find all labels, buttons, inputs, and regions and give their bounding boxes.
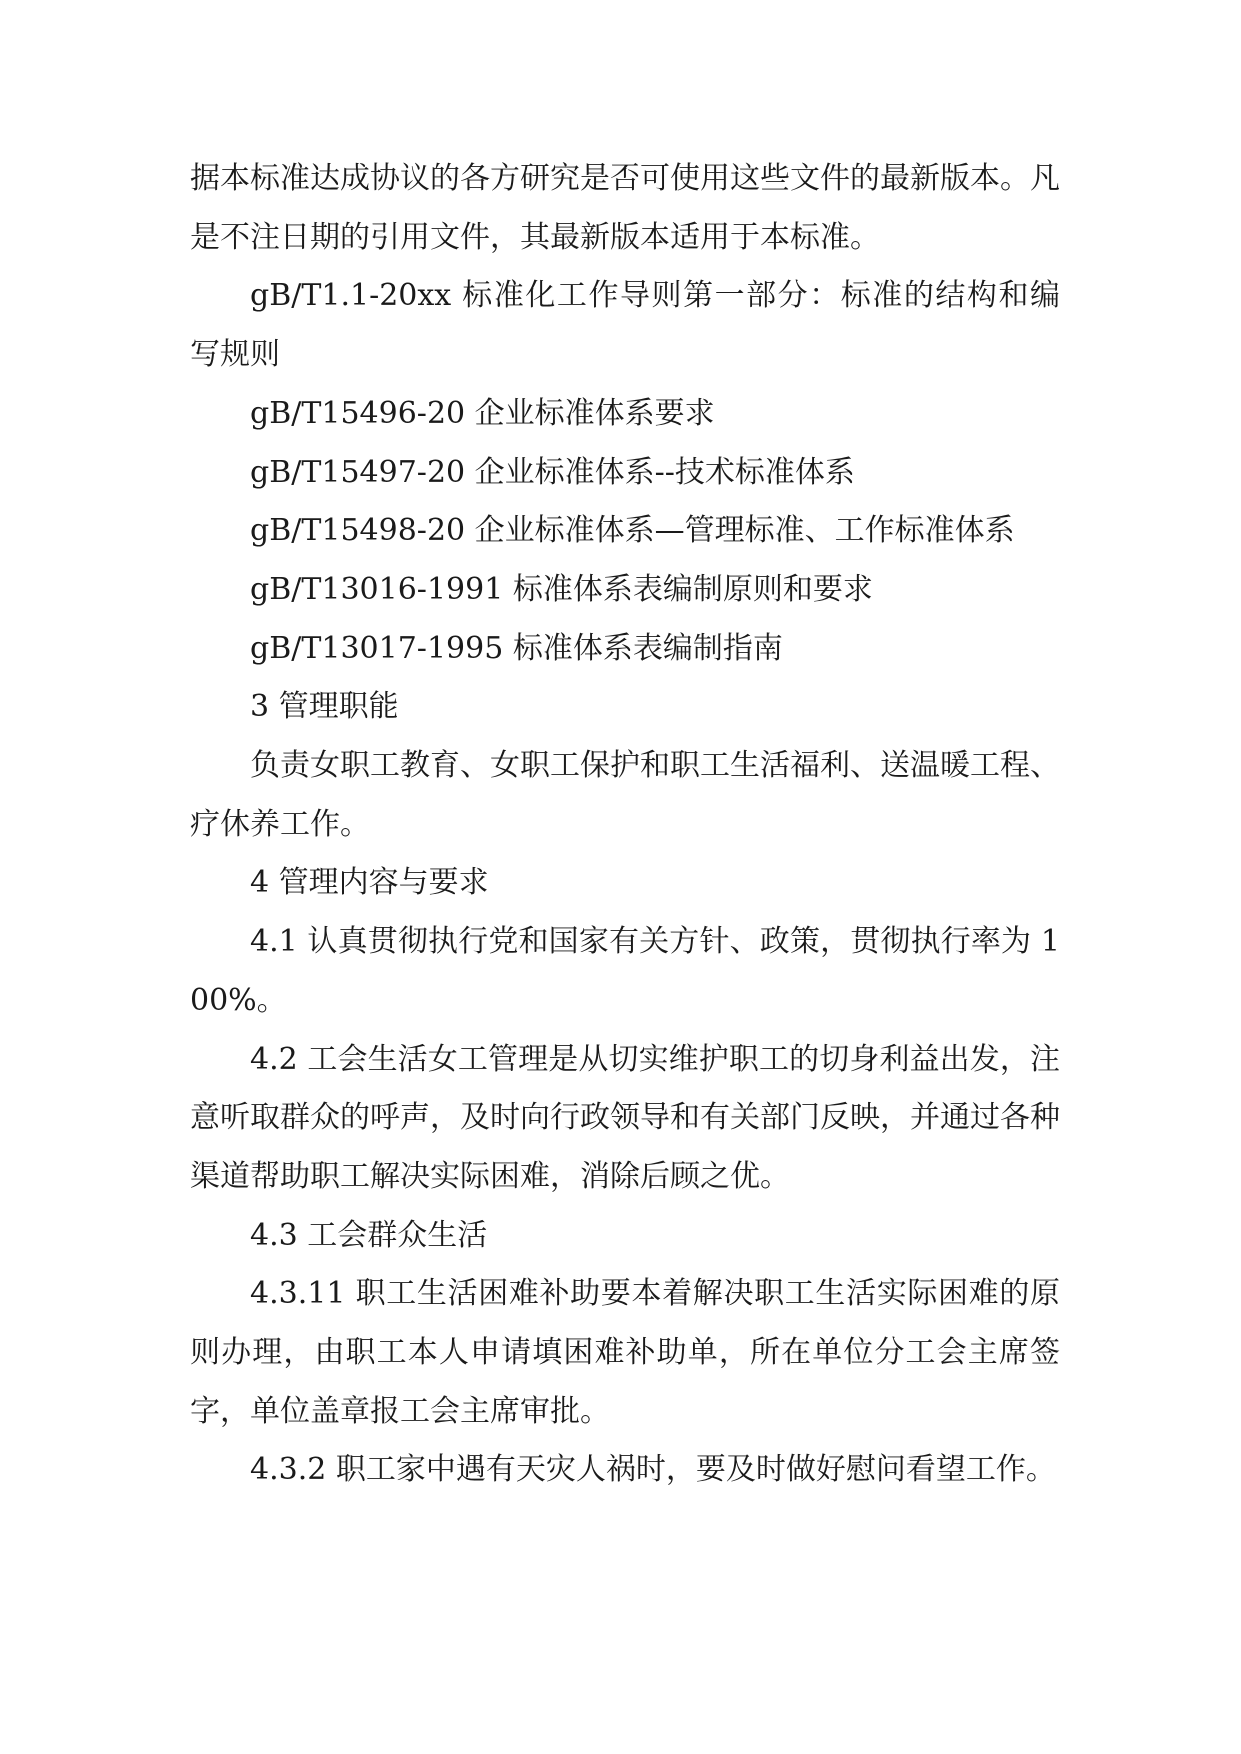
- reference-gbt15497: gB/T15497-20 企业标准体系--技术标准体系: [250, 454, 855, 490]
- section-heading-4: 4 管理内容与要求: [250, 865, 489, 901]
- clause-4-3-11: 4.3.11 职工生活困难补助要本着解决职工生活实际困难的原则办理，由职工本人申请填困难补助单，所在单位分工会主席签字，单位盖章报工会主席审批。: [190, 1276, 1060, 1429]
- reference-gbt13016: gB/T13016-1991 标准体系表编制原则和要求: [250, 571, 873, 607]
- reference-gbt13017: gB/T13017-1995 标准体系表编制指南: [250, 630, 783, 666]
- clause-4-1: 4.1 认真贯彻执行党和国家有关方针、政策，贯彻执行率为 100%。: [190, 924, 1060, 1018]
- section-heading-3: 3 管理职能: [250, 689, 399, 725]
- reference-gbt15496: gB/T15496-20 企业标准体系要求: [250, 395, 715, 431]
- clause-4-3-2: 4.3.2 职工家中遇有天灾人祸时，要及时做好慰问看望工作。: [250, 1452, 1056, 1488]
- paragraph-continuation: 据本标准达成协议的各方研究是否可使用这些文件的最新版本。凡是不注日期的引用文件，其最新版本适用于本标准。: [190, 161, 1060, 255]
- clause-heading-4-3: 4.3 工会群众生活: [250, 1217, 488, 1253]
- clause-4-2: 4.2 工会生活女工管理是从切实维护职工的切身利益出发，注意听取群众的呼声，及时向行政领导和有关部门反映，并通过各种渠道帮助职工解决实际困难，消除后顾之优。: [190, 1041, 1060, 1194]
- reference-gbt1-1: gB/T1.1-20xx 标准化工作导则第一部分：标准的结构和编写规则: [190, 278, 1060, 373]
- document-page: [190, 150, 1060, 1500]
- section-3-body: 负责女职工教育、女职工保护和职工生活福利、送温暖工程、疗休养工作。: [190, 748, 1060, 842]
- reference-gbt15498: gB/T15498-20 企业标准体系—管理标准、工作标准体系: [250, 513, 1015, 549]
